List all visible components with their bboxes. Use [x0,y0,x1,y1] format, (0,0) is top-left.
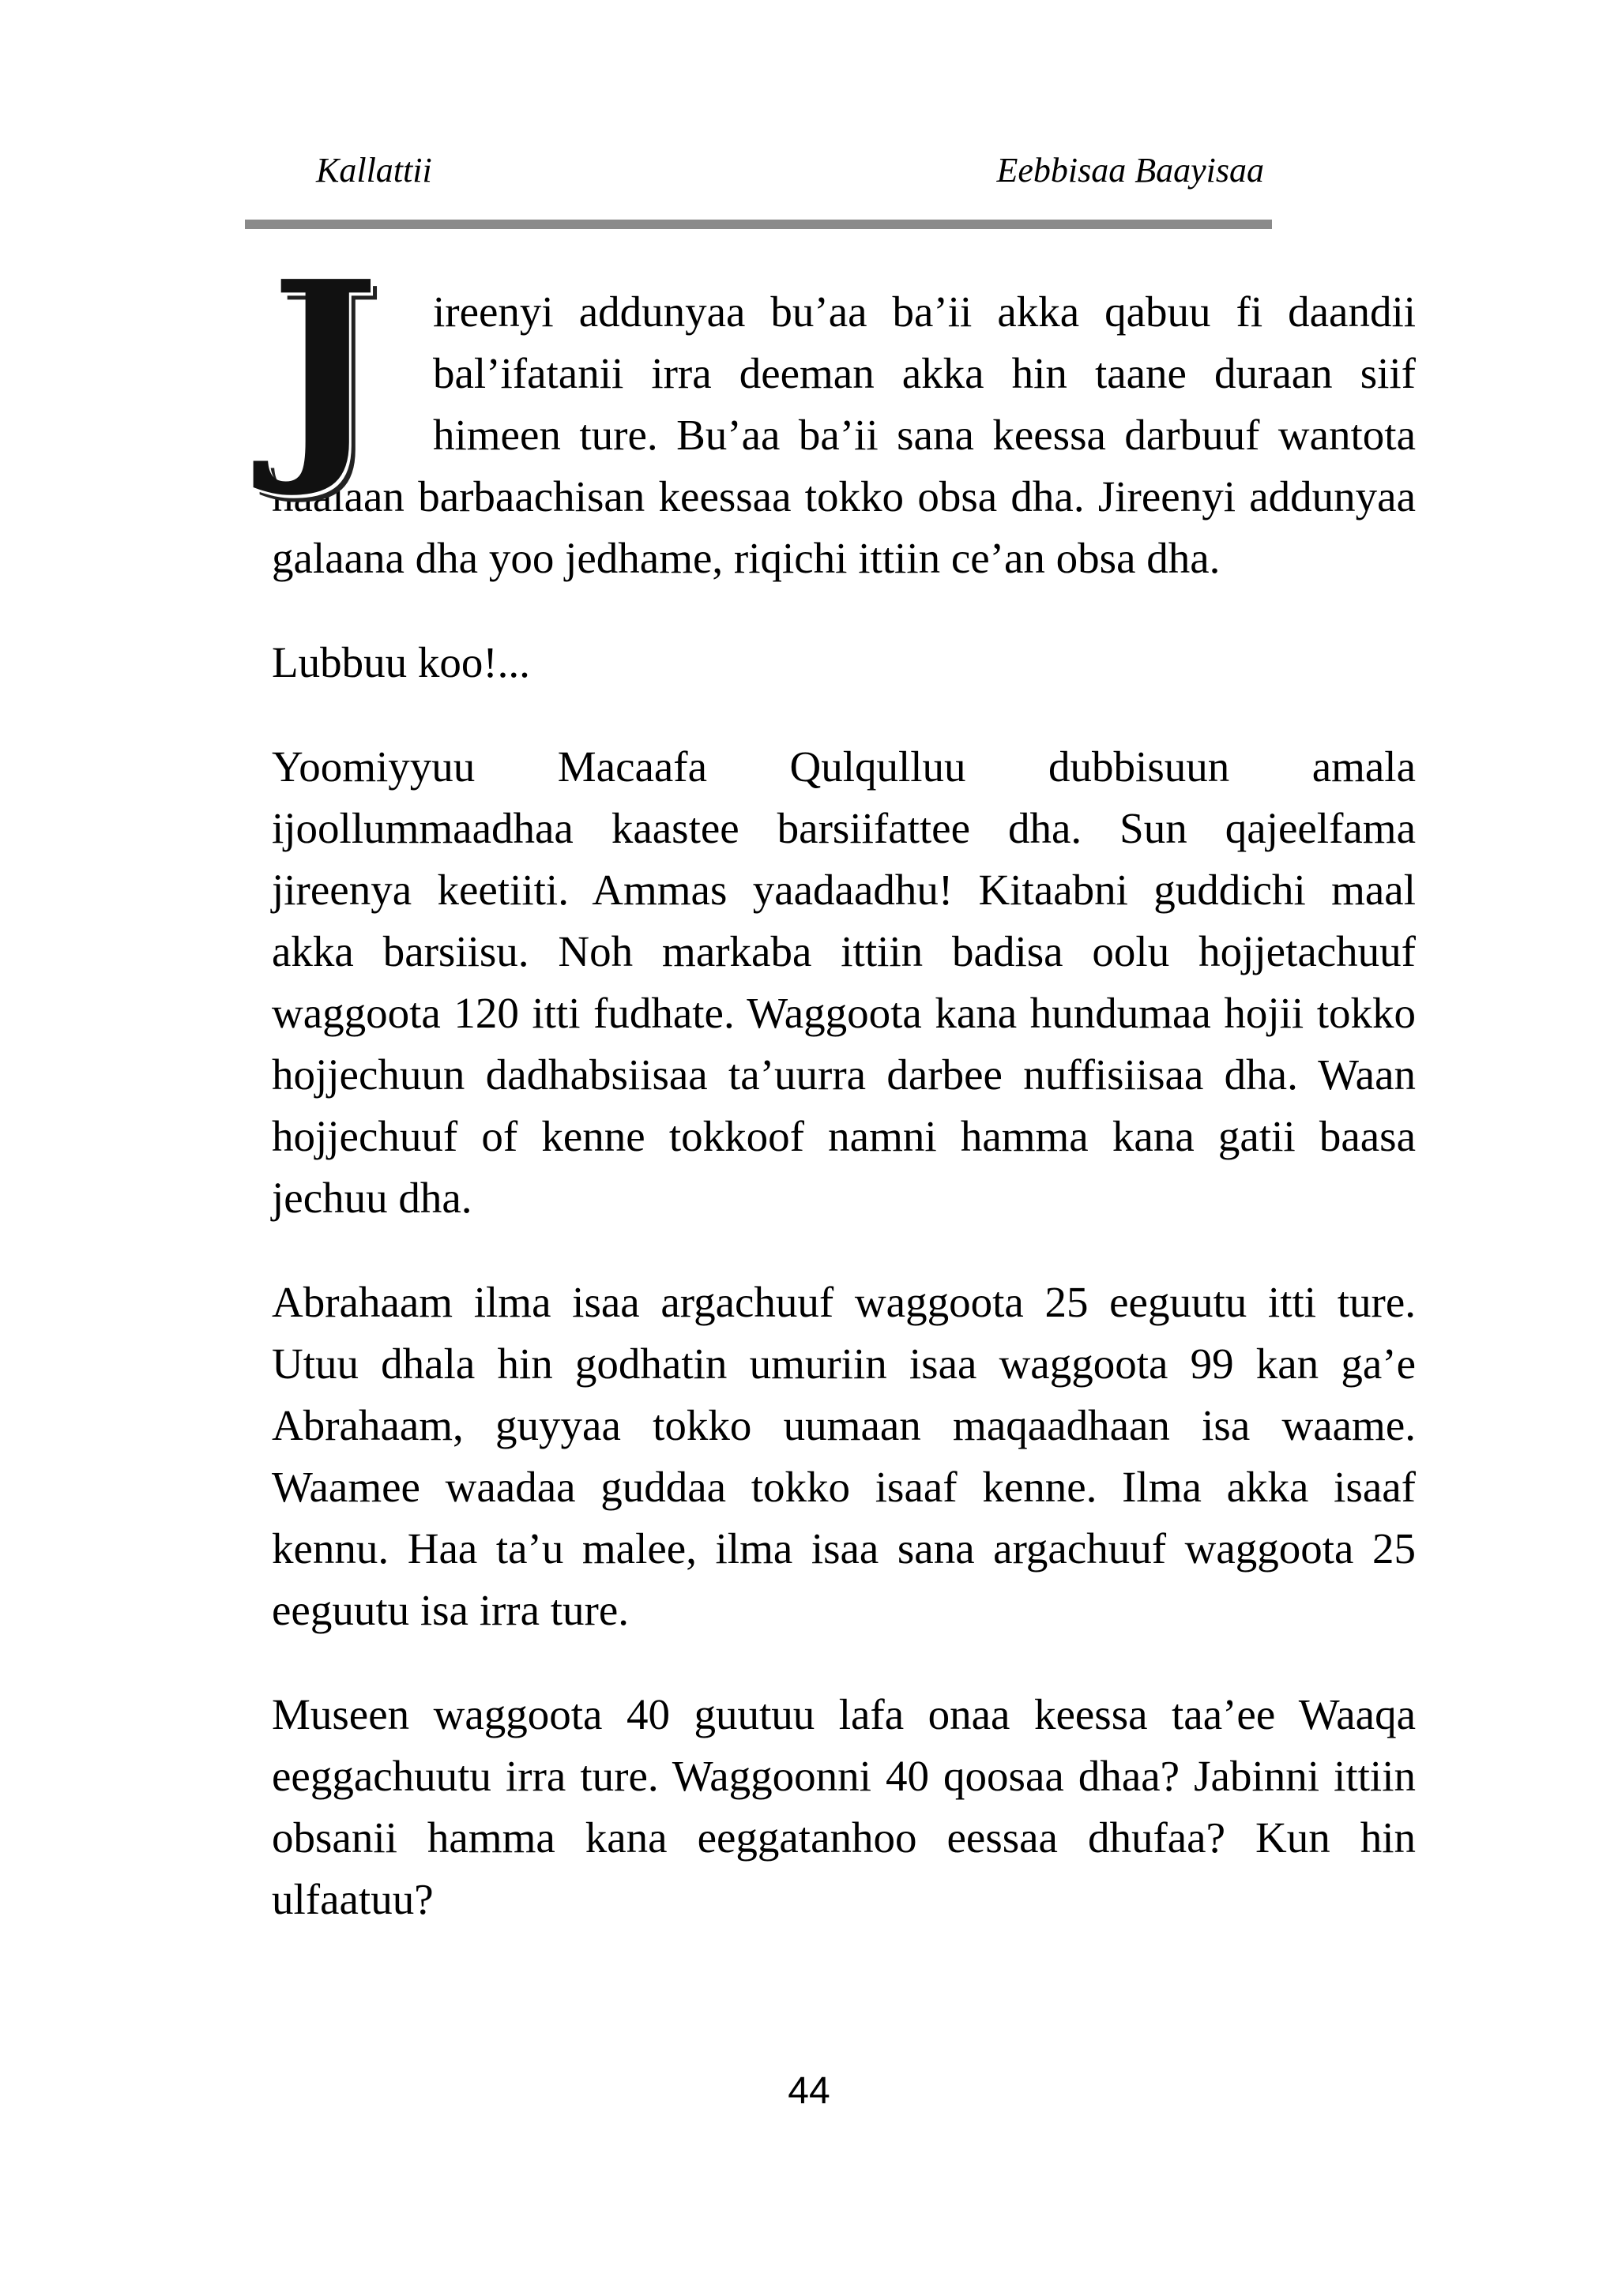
drop-cap [270,231,430,502]
paragraph-1-text: ireenyi addunyaa bu’aa ba’ii akka qabuu fi daandii bal’ifatanii irra deeman akka hin taane duraan siif himeen ture. Bu’aa ba’ii sana keessa darbuuf wantota haalaan barbaachisan keessaa tokko obsa dha. Jireenyi addunyaa galaana dha yoo jedhame, riqichi ittiin ce’an obsa dha. [272,287,1416,582]
running-header [316,147,1264,194]
paragraph-4: Abrahaam ilma isaa argachuuf waggoota 25 eeguutu itti ture. Utuu dhala hin godhatin umuriin isaa waggoota 99 kan ga’e Abrahaam, guyyaa tokko uumaan maqaadhaan isa waame. Waamee waadaa guddaa tokko isaaf kenne. Ilma akka isaaf kennu. Haa ta’u malee, ilma isaa sana argachuuf waggoota 25 eeguutu isa irra ture. [272,1278,1416,1634]
page-body [270,231,1416,1973]
paragraph-2: Lubbuu koo!... [272,638,530,686]
page-number: 44 [788,2070,830,2112]
drop-cap-letter: J [270,231,380,502]
header-divider [245,220,1272,229]
header-book-title: Kallattii [316,151,432,190]
paragraph-3: Yoomiyyuu Macaafa Qulqulluu dubbisuun amala ijoollummaadhaa kaastee barsiifattee dha. Sun qajeelfama jireenya keetiiti. Ammas yaadaadhu! Kitaabni guddichi maal akka barsiisu. Noh markaba ittiin badisa oolu hojjetachuuf waggoota 120 itti fudhate. Waggoota kana hundumaa hojii tokko hojjechuun dadhabsiisaa ta’uurra darbee nuffisiisaa dha. Waan hojjechuuf of kenne tokkoof namni hamma kana gatii baasa jechuu dha. [272,742,1416,1222]
header-author-name: Eebbisaa Baayisaa [996,151,1264,190]
paragraph-1 [270,231,1416,589]
paragraph-5: Museen waggoota 40 guutuu lafa onaa keessa taa’ee Waaqa eeggachuutu irra ture. Waggoonni 40 qoosaa dhaa? Jabinni ittiin obsanii hamma kana eeggatanhoo eessaa dhufaa? Kun hin ulfaatuu? [272,1690,1416,1923]
